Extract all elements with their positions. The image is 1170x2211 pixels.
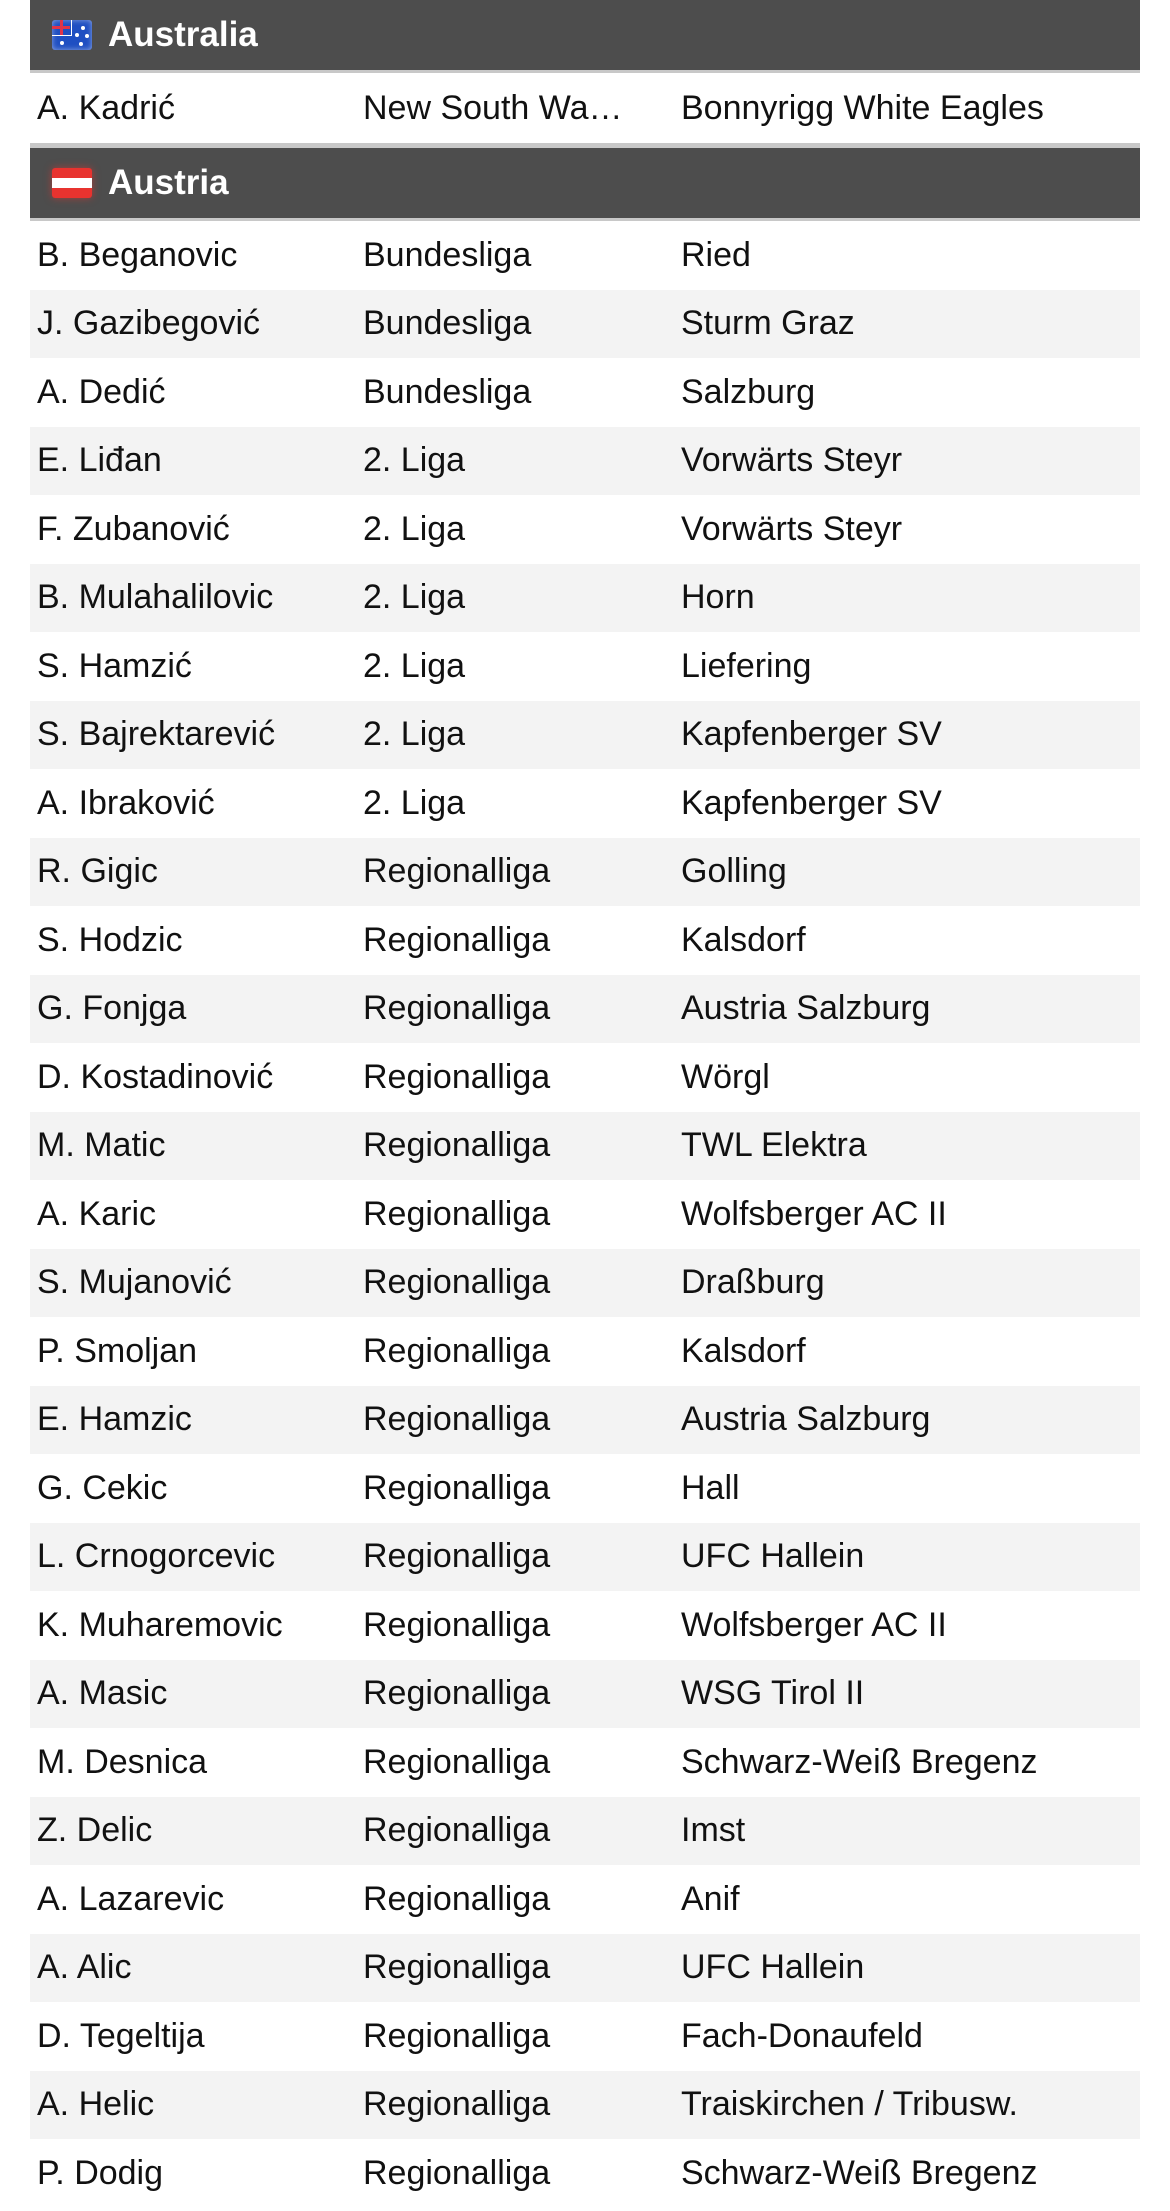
player-name[interactable]: B. Beganovic: [37, 235, 238, 274]
player-row[interactable]: [30, 73, 1140, 148]
player-league: Regionalliga: [363, 1057, 551, 1096]
player-row[interactable]: [30, 701, 1140, 770]
player-club[interactable]: Kapfenberger SV: [681, 783, 942, 822]
player-league: Regionalliga: [363, 852, 551, 891]
player-row[interactable]: [30, 1454, 1140, 1523]
player-name[interactable]: A. Masic: [37, 1674, 168, 1713]
country-header-australia[interactable]: [30, 0, 1140, 73]
player-club[interactable]: Fach-Donaufeld: [681, 2016, 923, 2055]
player-club[interactable]: Kalsdorf: [681, 920, 806, 959]
country-name: Austria: [108, 163, 229, 202]
player-row[interactable]: [30, 1180, 1140, 1249]
player-name[interactable]: F. Zubanović: [37, 509, 230, 548]
player-name[interactable]: A. Helic: [37, 2085, 155, 2124]
player-league: 2. Liga: [363, 783, 466, 822]
player-row[interactable]: [30, 1523, 1140, 1592]
player-league: Regionalliga: [363, 1742, 551, 1781]
player-league: New South Wa…: [363, 88, 623, 127]
player-league: 2. Liga: [363, 441, 466, 480]
player-club[interactable]: Ried: [681, 235, 751, 274]
player-club[interactable]: UFC Hallein: [681, 1948, 865, 1987]
player-club[interactable]: WSG Tirol II: [681, 1674, 865, 1713]
player-name[interactable]: G. Fonjga: [37, 989, 187, 1028]
player-club[interactable]: Draßburg: [681, 1263, 825, 1302]
player-club[interactable]: Anif: [681, 1879, 740, 1918]
player-club[interactable]: Bonnyrigg White Eagles: [681, 88, 1044, 127]
player-name[interactable]: D. Kostadinović: [37, 1057, 274, 1096]
player-name[interactable]: S. Mujanović: [37, 1263, 232, 1302]
player-club[interactable]: UFC Hallein: [681, 1537, 865, 1576]
player-league: Regionalliga: [363, 1263, 551, 1302]
player-name[interactable]: Z. Delic: [37, 1811, 153, 1850]
player-row[interactable]: [30, 1797, 1140, 1866]
austria-flag-icon: [52, 168, 92, 198]
player-name[interactable]: J. Gazibegović: [37, 304, 260, 343]
player-league: Regionalliga: [363, 1811, 551, 1850]
player-club[interactable]: Kapfenberger SV: [681, 715, 942, 754]
player-club[interactable]: Schwarz-Weiß Bregenz: [681, 1742, 1038, 1781]
player-club[interactable]: Wolfsberger AC II: [681, 1194, 947, 1233]
player-league: Regionalliga: [363, 989, 551, 1028]
player-name[interactable]: A. Alic: [37, 1948, 132, 1987]
player-league: Regionalliga: [363, 1605, 551, 1644]
player-name[interactable]: A. Lazarevic: [37, 1879, 225, 1918]
player-club[interactable]: Salzburg: [681, 372, 816, 411]
player-league: Bundesliga: [363, 372, 532, 411]
player-league: Regionalliga: [363, 1879, 551, 1918]
player-name[interactable]: G. Cekic: [37, 1468, 168, 1507]
player-name[interactable]: P. Smoljan: [37, 1331, 198, 1370]
player-club[interactable]: Wolfsberger AC II: [681, 1605, 947, 1644]
player-row[interactable]: [30, 1728, 1140, 1797]
player-name[interactable]: E. Hamzic: [37, 1400, 192, 1439]
player-league: Regionalliga: [363, 2085, 551, 2124]
player-club[interactable]: TWL Elektra: [681, 1126, 867, 1165]
country-header-austria[interactable]: [30, 148, 1140, 221]
player-club[interactable]: Vorwärts Steyr: [681, 509, 903, 548]
player-name[interactable]: A. Dedić: [37, 372, 166, 411]
player-club[interactable]: Schwarz-Weiß Bregenz: [681, 2153, 1038, 2192]
player-league: Regionalliga: [363, 1194, 551, 1233]
player-league: Regionalliga: [363, 920, 551, 959]
player-row[interactable]: [30, 2002, 1140, 2071]
player-row[interactable]: [30, 290, 1140, 359]
player-club[interactable]: Imst: [681, 1811, 746, 1850]
player-row[interactable]: [30, 1249, 1140, 1318]
player-club[interactable]: Liefering: [681, 646, 812, 685]
player-row[interactable]: [30, 221, 1140, 290]
player-row[interactable]: [30, 1934, 1140, 2003]
player-name[interactable]: M. Matic: [37, 1126, 166, 1165]
player-row[interactable]: [30, 427, 1140, 496]
player-row[interactable]: [30, 2139, 1140, 2208]
player-league: Regionalliga: [363, 1400, 551, 1439]
player-row[interactable]: [30, 632, 1140, 701]
player-name[interactable]: D. Tegeltija: [37, 2016, 205, 2055]
player-name[interactable]: A. Kadrić: [37, 88, 175, 127]
player-name[interactable]: S. Hodzic: [37, 920, 183, 959]
player-club[interactable]: Austria Salzburg: [681, 1400, 931, 1439]
player-club[interactable]: Hall: [681, 1468, 740, 1507]
player-name[interactable]: L. Crnogorcevic: [37, 1537, 276, 1576]
player-club[interactable]: Vorwärts Steyr: [681, 441, 903, 480]
player-name[interactable]: R. Gigic: [37, 852, 158, 891]
player-name[interactable]: E. Liđan: [37, 441, 162, 480]
players-abroad-list: [30, 0, 1140, 2208]
player-row[interactable]: [30, 838, 1140, 907]
player-club[interactable]: Golling: [681, 852, 787, 891]
player-club[interactable]: Horn: [681, 578, 755, 617]
player-name[interactable]: K. Muharemovic: [37, 1605, 283, 1644]
player-row[interactable]: [30, 906, 1140, 975]
player-name[interactable]: A. Ibraković: [37, 783, 215, 822]
player-name[interactable]: M. Desnica: [37, 1742, 208, 1781]
player-row[interactable]: [30, 1865, 1140, 1934]
player-row[interactable]: [30, 2071, 1140, 2140]
player-league: Regionalliga: [363, 1948, 551, 1987]
player-row[interactable]: [30, 1386, 1140, 1455]
player-name[interactable]: A. Karic: [37, 1194, 157, 1233]
player-name[interactable]: S. Hamzić: [37, 646, 192, 685]
australia-flag-icon: [52, 20, 92, 50]
player-league: Regionalliga: [363, 1468, 551, 1507]
country-name: Australia: [108, 15, 258, 54]
player-club[interactable]: Sturm Graz: [681, 304, 855, 343]
player-league: Bundesliga: [363, 304, 532, 343]
player-league: Regionalliga: [363, 2153, 551, 2192]
player-row[interactable]: [30, 1112, 1140, 1181]
player-name[interactable]: B. Mulahalilovic: [37, 578, 274, 617]
player-league: Regionalliga: [363, 2016, 551, 2055]
player-league: Regionalliga: [363, 1674, 551, 1713]
player-league: Regionalliga: [363, 1331, 551, 1370]
player-club[interactable]: Austria Salzburg: [681, 989, 931, 1028]
player-league: 2. Liga: [363, 578, 466, 617]
player-row[interactable]: [30, 1043, 1140, 1112]
player-club[interactable]: Kalsdorf: [681, 1331, 806, 1370]
player-club[interactable]: Traiskirchen / Tribusw.: [681, 2085, 1018, 2124]
player-row[interactable]: [30, 495, 1140, 564]
player-league: Regionalliga: [363, 1126, 551, 1165]
player-name[interactable]: S. Bajrektarević: [37, 715, 276, 754]
player-row[interactable]: [30, 358, 1140, 427]
player-row[interactable]: [30, 1660, 1140, 1729]
player-league: Bundesliga: [363, 235, 532, 274]
player-club[interactable]: Wörgl: [681, 1057, 770, 1096]
player-row[interactable]: [30, 1591, 1140, 1660]
player-league: Regionalliga: [363, 1537, 551, 1576]
player-row[interactable]: [30, 564, 1140, 633]
player-row[interactable]: [30, 769, 1140, 838]
player-league: 2. Liga: [363, 715, 466, 754]
player-league: 2. Liga: [363, 509, 466, 548]
player-name[interactable]: P. Dodig: [37, 2153, 164, 2192]
player-row[interactable]: [30, 1317, 1140, 1386]
player-league: 2. Liga: [363, 646, 466, 685]
player-row[interactable]: [30, 975, 1140, 1044]
